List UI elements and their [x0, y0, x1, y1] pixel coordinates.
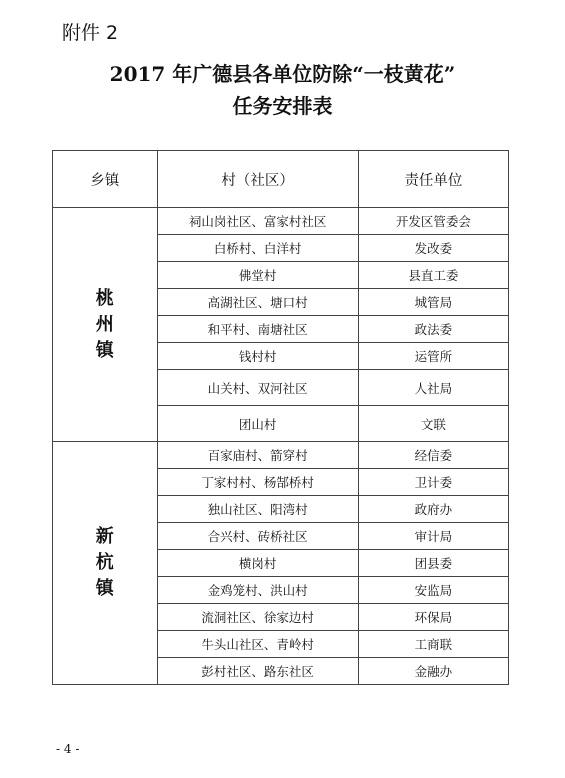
village-cell: 白桥村、白洋村: [157, 235, 358, 262]
unit-cell: 文联: [358, 406, 508, 442]
unit-cell: 人社局: [358, 370, 508, 406]
village-cell: 彭村社区、路东社区: [157, 658, 358, 685]
header-unit: 责任单位: [358, 151, 508, 208]
page-number: - 4 -: [56, 742, 80, 756]
village-cell: 金鸡笼村、洪山村: [157, 577, 358, 604]
unit-cell: 开发区管委会: [358, 208, 508, 235]
unit-cell: 运管所: [358, 343, 508, 370]
document-title: 2017 年广德县各单位防除“一枝黄花”: [109, 62, 456, 86]
attachment-label: 附件 2: [62, 22, 119, 44]
header-village: 村（社区）: [157, 151, 358, 208]
village-cell: 祠山岗社区、富家村社区: [157, 208, 358, 235]
village-cell: 钱村村: [157, 343, 358, 370]
table-row: [53, 442, 509, 469]
village-cell: 百家庙村、箭穿村: [157, 442, 358, 469]
table-header-row: [53, 151, 509, 208]
unit-cell: 审计局: [358, 523, 508, 550]
town-cell-xinhang: 新 杭 镇: [53, 442, 158, 685]
header-town: 乡镇: [53, 151, 158, 208]
town-cell-taozhou: 桃 州 镇: [53, 208, 158, 442]
unit-cell: 安监局: [358, 577, 508, 604]
task-assignment-table: [52, 150, 509, 685]
unit-cell: 金融办: [358, 658, 508, 685]
village-cell: 横岗村: [157, 550, 358, 577]
village-cell: 丁家村村、杨郜桥村: [157, 469, 358, 496]
unit-cell: 经信委: [358, 442, 508, 469]
unit-cell: 发改委: [358, 235, 508, 262]
village-cell: 山关村、双河社区: [157, 370, 358, 406]
village-cell: 团山村: [157, 406, 358, 442]
village-cell: 独山社区、阳湾村: [157, 496, 358, 523]
village-cell: 佛堂村: [157, 262, 358, 289]
unit-cell: 政府办: [358, 496, 508, 523]
village-cell: 牛头山社区、青岭村: [157, 631, 358, 658]
village-cell: 合兴村、砖桥社区: [157, 523, 358, 550]
unit-cell: 工商联: [358, 631, 508, 658]
table-row: [53, 208, 509, 235]
unit-cell: 城管局: [358, 289, 508, 316]
document-subtitle: 任务安排表: [232, 94, 333, 118]
village-cell: 和平村、南塘社区: [157, 316, 358, 343]
unit-cell: 县直工委: [358, 262, 508, 289]
village-cell: 高湖社区、塘口村: [157, 289, 358, 316]
unit-cell: 卫计委: [358, 469, 508, 496]
unit-cell: 团县委: [358, 550, 508, 577]
village-cell: 流洞社区、徐家边村: [157, 604, 358, 631]
unit-cell: 环保局: [358, 604, 508, 631]
unit-cell: 政法委: [358, 316, 508, 343]
